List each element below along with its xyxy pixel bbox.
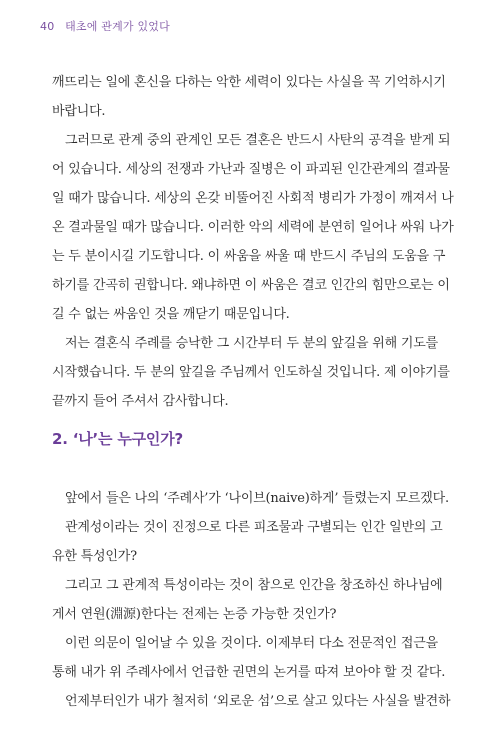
paragraph: 언제부터인가 내가 철저히 ‘외로운 섬’으로 살고 있다는 사실을 발견하 [65,694,451,709]
paragraph: 앞에서 들은 나의 ‘주례사’가 ‘나이브(naive)하게’ 들렸는지 모르겠다. [65,491,449,506]
book-title: 태초에 관계가 있었다 [65,20,170,33]
body-text-top [52,68,454,416]
running-header [40,18,170,34]
paragraph: 깨뜨리는 일에 혼신을 다하는 악한 세력이 있다는 사실을 꼭 기억하시기 바랍니다. [52,75,446,119]
paragraph: 저는 결혼식 주례를 승낙한 그 시간부터 두 분의 앞길을 위해 기도를 시작했습니다. 두 분의 앞길을 주님께서 인도하실 것입니다. 제 이야기를 끝까지 들어 주셔서 감사합니다. [52,336,450,409]
paragraph: 관계성이라는 것이 진정으로 다른 피조물과 구별되는 인간 일반의 고유한 특성인가? [52,520,443,564]
section-heading: 2. ‘나’는 누구인가? [52,430,184,448]
paragraph: 그리고 그 관계적 특성이라는 것이 참으로 인간을 창조하신 하나님에게서 연원(淵源)한다는 전제는 논증 가능한 것인가? [52,578,443,622]
paragraph: 그러므로 관계 중의 관계인 모든 결혼은 반드시 사탄의 공격을 받게 되어 있습니다. 세상의 전쟁과 가난과 질병은 이 파괴된 인간관계의 결과물일 때가 많습니다. 세상의 온갖 비뚤어진 사회적 병리가 가정이 깨져서 나온 결과물일 때가 많습니다. 이러한 악의 세력에 분연히 일어나 싸워 나가는 두 분이시길 기도합니다. 이 싸움을 싸울 때 반드시 주님의 도움을 구하기를 간곡히 권합니다. 왜냐하면 이 싸움은 결코 인간의 힘만으로는 이길 수 없는 싸움인 것을 깨닫기 때문입니다. [52,133,454,322]
paragraph: 이런 의문이 일어날 수 있을 것이다. 이제부터 다소 전문적인 접근을 통해 내가 위 주례사에서 언급한 권면의 논거를 따져 보아야 할 것 같다. [52,636,446,680]
page-number: 40 [40,20,55,33]
body-text-bottom [52,484,454,716]
